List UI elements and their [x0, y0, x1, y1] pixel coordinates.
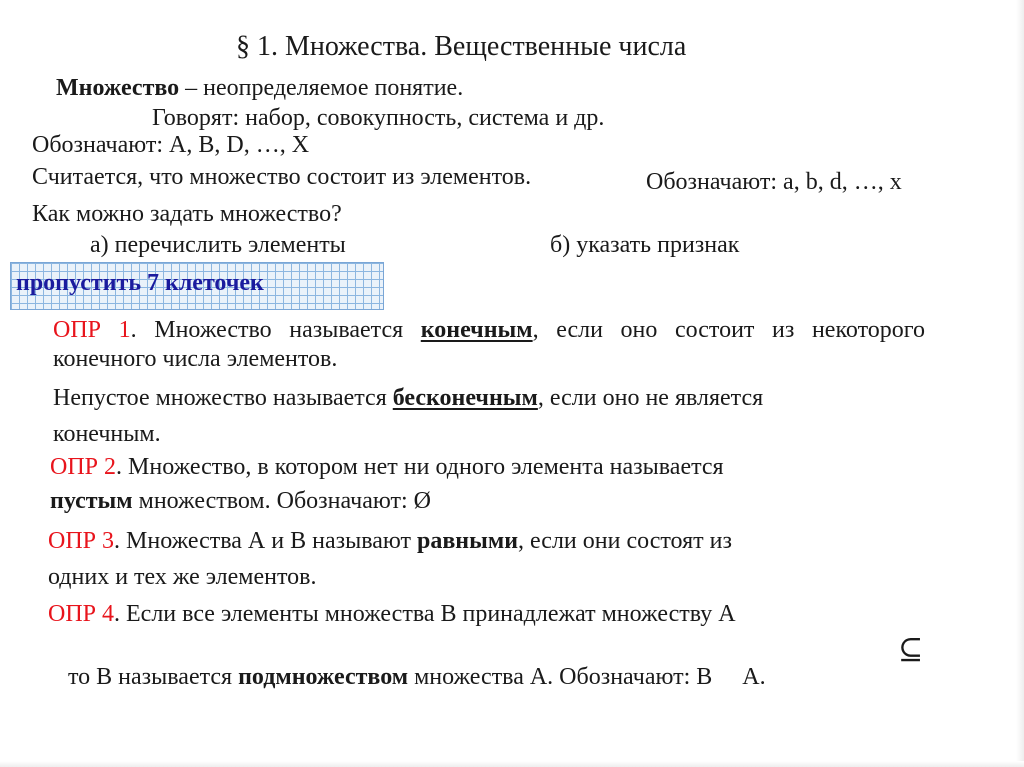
subset-symbol: ⊆ — [898, 633, 924, 666]
question-line: Как можно задать множество? — [32, 201, 342, 227]
def2-line2-after: множеством. Обозначают: Ø — [132, 488, 431, 514]
def1-label: ОПР 1 — [53, 317, 131, 343]
definition-4-line1 — [48, 600, 736, 629]
def1-text-before: . Множество называется — [130, 317, 421, 343]
def4-line2-after: множества А. Обозначают: В А. — [408, 663, 766, 690]
def1b-after: , если оно не является — [537, 385, 764, 411]
definition-2-line2 — [50, 487, 431, 516]
way-a: а) перечислить элементы — [90, 232, 346, 258]
definition-1b-line1 — [53, 384, 763, 413]
definition-3-line1 — [48, 527, 732, 556]
definition-1b-line2: конечным. — [53, 421, 161, 447]
slide-edge-right — [1016, 0, 1024, 767]
elements-line: Считается, что множество состоит из элементов. — [32, 164, 532, 190]
definition-1 — [53, 316, 925, 374]
def1b-term: бесконечным — [392, 385, 538, 411]
def4-label: ОПР 4 — [48, 601, 115, 627]
def2-label: ОПР 2 — [50, 454, 117, 480]
definition-3-line2: одних и тех же элементов. — [48, 564, 317, 590]
element-notation-line: Обозначают: a, b, d, …, x — [646, 169, 902, 195]
def2-term: пустым — [50, 488, 133, 514]
definition-2-line1 — [50, 453, 724, 482]
way-b: б) указать признак — [550, 232, 740, 258]
note-text: пропустить 7 клеточек — [16, 270, 264, 296]
def3-line1-after: , если они состоят из — [518, 528, 732, 554]
set-term: Множество — [56, 75, 180, 101]
set-notation-line: Обозначают: А, В, D, …, X — [32, 132, 310, 158]
def1-text-after: , если оно состоит из некоторого конечного числа элементов. — [53, 317, 925, 372]
def3-line1-before: . Множества А и В называют — [114, 528, 417, 554]
def4-line2-before: то В называется — [68, 663, 239, 690]
def3-term: равными — [416, 528, 519, 554]
def2-line1: . Множество, в котором нет ни одного элемента называется — [116, 454, 724, 480]
def4-line1: . Если все элементы множества В принадлежат множеству А — [114, 601, 736, 627]
synonyms-line: Говорят: набор, совокупность, система и др. — [152, 105, 605, 131]
set-term-rest: – неопределяемое понятие. — [179, 75, 464, 101]
slide-title: § 1. Множества. Вещественные числа — [236, 31, 687, 62]
def4-term: подмножеством — [238, 663, 409, 690]
definition-4-line2 — [44, 634, 766, 720]
set-definition-line — [56, 74, 463, 103]
def1-term: конечным — [420, 317, 533, 343]
slide-edge-bottom — [0, 761, 1024, 767]
def1b-before: Непустое множество называется — [53, 385, 393, 411]
def3-label: ОПР 3 — [48, 528, 115, 554]
